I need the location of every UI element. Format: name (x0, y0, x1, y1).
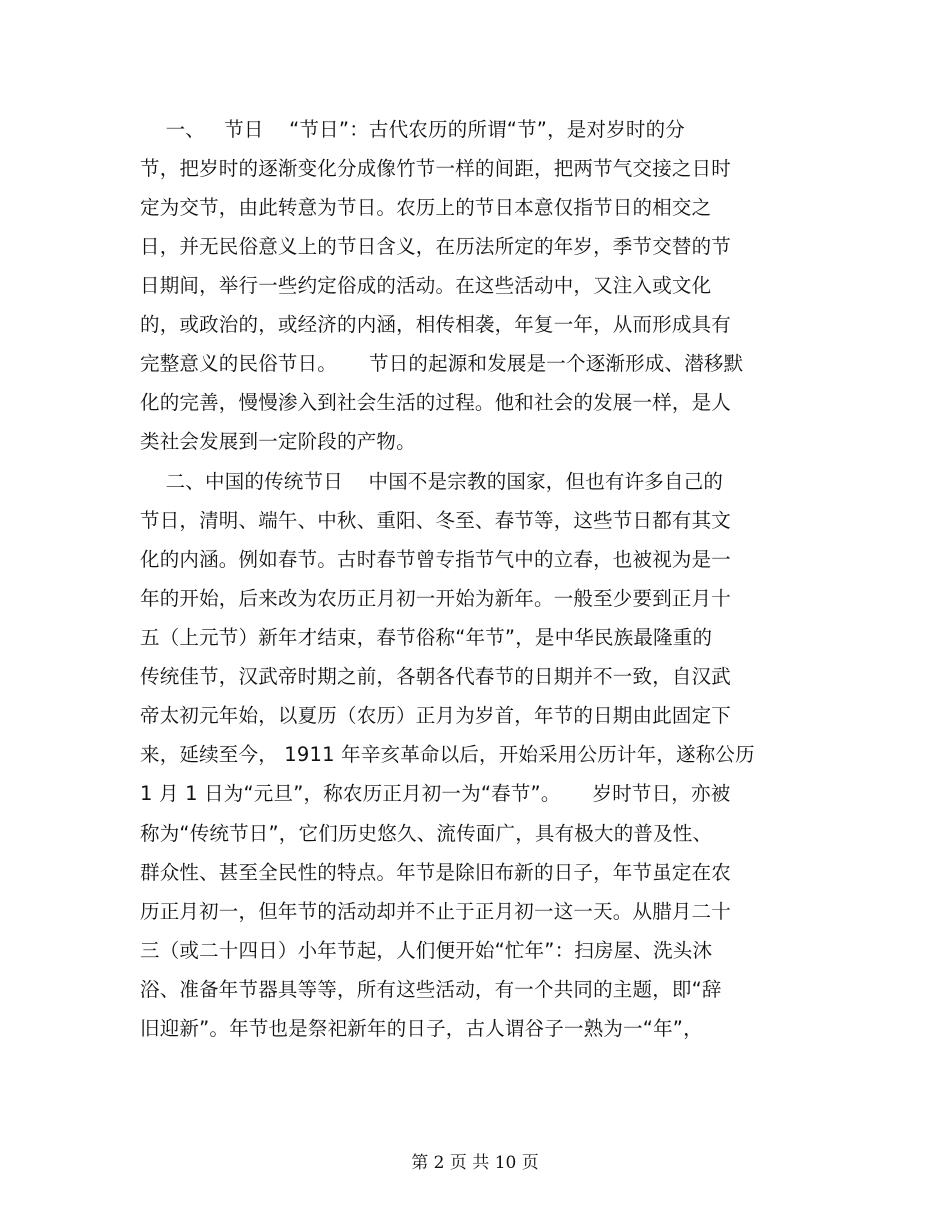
text-line: 1 月 1 日为“元旦”，称农历正月初一为“春节”。 岁时节日，亦被 (140, 782, 731, 805)
text-line: 的，或政治的，或经济的内涵，相传相袭，年复一年，从而形成具有 (140, 313, 732, 336)
text-line: 一、 节日 “节日”：古代农历的所谓“节”，是对岁时的分 (140, 118, 685, 141)
text-line: 日期间，举行一些约定俗成的活动。在这些活动中，又注入或文化 (140, 274, 712, 297)
text-line: 称为“传统节日”，它们历史悠久、流传面广，具有极大的普及性、 (140, 822, 713, 845)
text-line: 化的完善，慢慢渗入到社会生活的过程。他和社会的发展一样，是人 (140, 391, 732, 414)
text-line: 节日，清明、端午、中秋、重阳、冬至、春节等，这些节日都有其文 (140, 509, 732, 532)
text-line: 定为交节，由此转意为节日。农历上的节日本意仅指节日的相交之 (140, 196, 712, 219)
text-line: 五（上元节）新年才结束，春节俗称“年节”，是中华民族最隆重的 (140, 626, 713, 649)
text-line: 旧迎新”。年节也是祭祀新年的日子，古人谓谷子一熟为一“年”， (140, 1017, 703, 1040)
text-line: 二、中国的传统节日 中国不是宗教的国家，但也有许多自己的 (140, 470, 724, 493)
text-line: 浴、准备年节器具等等，所有这些活动，有一个共同的主题，即“辞 (140, 978, 722, 1001)
text-line: 节，把岁时的逐渐变化分成像竹节一样的间距，把两节气交接之日时 (140, 157, 732, 180)
text-line: 年的开始，后来改为农历正月初一开始为新年。一般至少要到正月十 (140, 587, 732, 610)
page-number-footer: 第 2 页 共 10 页 (411, 1153, 539, 1173)
text-line: 类社会发展到一定阶段的产物。 (140, 430, 416, 453)
text-line: 化的内涵。例如春节。古时春节曾专指节气中的立春，也被视为是一 (140, 548, 732, 571)
text-line: 帝太初元年始，以夏历（农历）正月为岁首，年节的日期由此固定下 (140, 704, 732, 727)
text-line: 群众性、甚至全民性的特点。年节是除旧布新的日子，年节虽定在农 (140, 861, 732, 884)
text-line: 来，延续至今， 1911 年辛亥革命以后，开始采用公历计年，遂称公历 (140, 743, 755, 766)
text-line: 传统佳节，汉武帝时期之前，各朝各代春节的日期并不一致，自汉武 (140, 665, 732, 688)
text-line: 日，并无民俗意义上的节日含义，在历法所定的年岁，季节交替的节 (140, 235, 732, 258)
text-line: 完整意义的民俗节日。 节日的起源和发展是一个逐渐形成、潜移默 (140, 352, 744, 375)
text-line: 三（或二十四日）小年节起，人们便开始“忙年”：扫房屋、洗头沐 (140, 939, 713, 962)
text-line: 历正月初一，但年节的活动却并不止于正月初一这一天。从腊月二十 (140, 900, 732, 923)
